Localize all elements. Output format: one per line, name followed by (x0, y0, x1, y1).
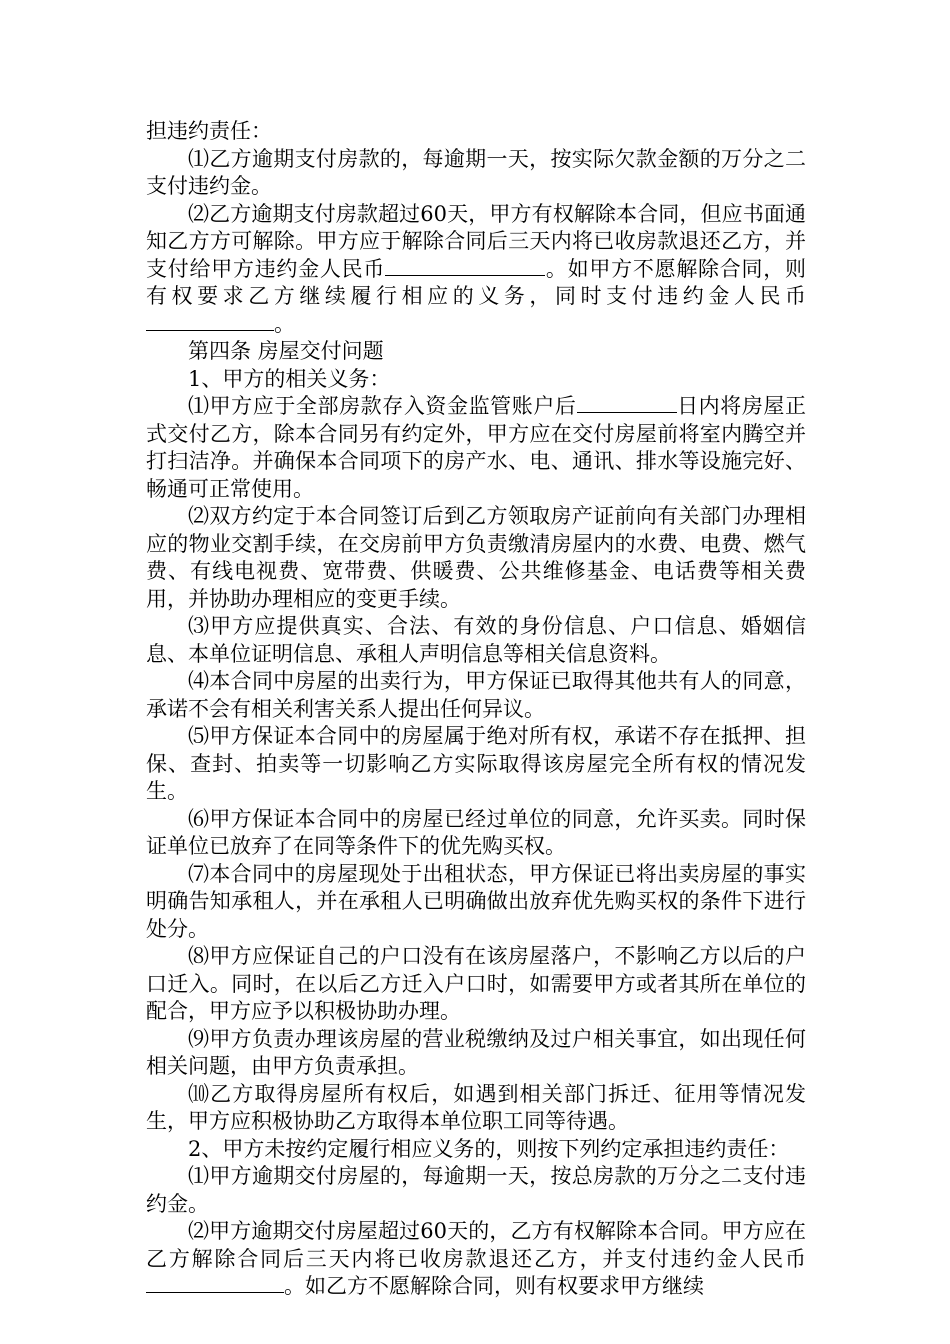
obligation-item-8: ⑻甲方应保证自己的户口没有在该房屋落户，不影响乙方以后的户口迁入。同时，在以后乙方迁入户口时，如需要甲方或者其所在单位的配合，甲方应予以积极协助办理。 (146, 944, 806, 1023)
clause-buyer-late-over-60-days: ⑵乙方逾期支付房款超过60天，甲方有权解除本合同，但应书面通知乙方方可解除。甲方应于解除合同后三天内将已收房款退还乙方，并支付给甲方违约金人民币 。如甲方不愿解除合同，则有权要求乙方继续履行相应的义务，同时支付违约金人民币。 (146, 201, 807, 336)
clause-buyer-late-payment: ⑴乙方逾期支付房款的，每逾期一天，按实际欠款金额的万分之二支付违约金。 (146, 146, 806, 198)
blank-penalty-amount-1[interactable] (385, 257, 545, 276)
obligation-item-7: ⑺本合同中的房屋现处于出租状态，甲方保证已将出卖房屋的事实明确告知承租人，并在承租人已明确做出放弃优先购买权的条件下进行处分。 (146, 861, 806, 941)
obligation-item-9: ⑼甲方负责办理该房屋的营业税缴纳及过户相关事宜，如出现任何相关问题，由甲方负责承担。 (146, 1026, 806, 1078)
blank-penalty-amount-3[interactable] (146, 1274, 284, 1293)
section-heading-seller-obligations: 1、甲方的相关义务： (188, 366, 391, 391)
obligation-item-2: ⑵双方约定于本合同签订后到乙方领取房产证前向有关部门办理相应的物业交割手续，在交房前甲方负责缴清房屋内的水费、电费、燃气费、有线电视费、宽带费、供暖费、公共维修基金、电话费等相关费用，并协助办理相应的变更手续。 (146, 504, 806, 611)
article-heading: 第四条 房屋交付问题 (188, 339, 384, 363)
liability-item-1: ⑴甲方逾期交付房屋的，每逾期一天，按总房款的万分之二支付违约金。 (146, 1164, 806, 1216)
obligation-item-6: ⑹甲方保证本合同中的房屋已经过单位的同意，允许买卖。同时保证单位已放弃了在同等条件下的优先购买权。 (146, 806, 806, 858)
section-heading-seller-liability: 2、甲方未按约定履行相应义务的，则按下列约定承担违约责任： (188, 1136, 790, 1161)
obligation-item-1: ⑴甲方应于全部房款存入资金监管账户后 日内将房屋正式交付乙方，除本合同另有约定外，甲方应在交付房屋前将室内腾空并打扫洁净。并确保本合同项下的房产水、电、通讯、排水等设施完好、畅通可正常使用。 (146, 394, 806, 501)
liability-item-2: ⑵甲方逾期交付房屋超过60天的，乙方有权解除本合同。甲方应在乙方解除合同后三天内将已收房款退还乙方，并支付违约金人民币。如乙方不愿解除合同，则有权要求甲方继续 (146, 1219, 806, 1298)
paragraph-liability-intro: 担违约责任： (146, 119, 272, 143)
contract-text (146, 118, 806, 1301)
blank-penalty-amount-2[interactable] (146, 312, 274, 331)
obligation-item-10: ⑽乙方取得房屋所有权后，如遇到相关部门拆迁、征用等情况发生，甲方应积极协助乙方取得本单位职工同等待遇。 (146, 1081, 806, 1133)
obligation-item-3: ⑶甲方应提供真实、合法、有效的身份信息、户口信息、婚姻信息、本单位证明信息、承租人声明信息等相关信息资料。 (146, 614, 806, 666)
obligation-item-4: ⑷本合同中房屋的出卖行为，甲方保证已取得其他共有人的同意，承诺不会有相关利害关系人提出任何异议。 (146, 669, 806, 721)
obligation-item-5: ⑸甲方保证本合同中的房屋属于绝对所有权，承诺不存在抵押、担保、查封、拍卖等一切影响乙方实际取得该房屋完全所有权的情况发生。 (146, 724, 806, 803)
blank-delivery-days[interactable] (577, 394, 677, 413)
